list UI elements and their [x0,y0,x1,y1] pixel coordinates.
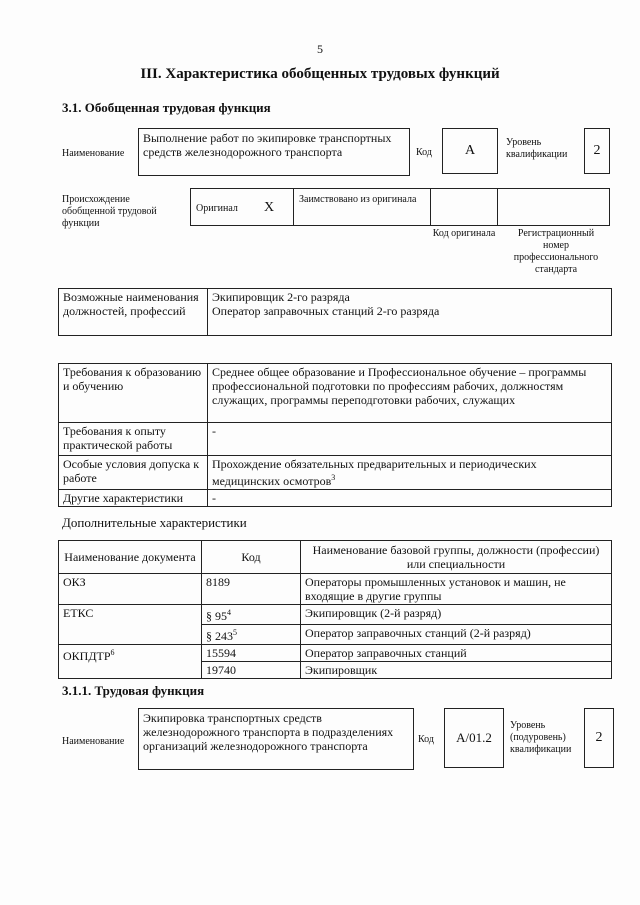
origin-code-box [430,188,498,226]
code-text: § 243 [206,629,233,643]
col-header: Код [202,541,301,574]
tf-level-label: Уровень (подуровень) квалификации [510,720,572,755]
footnote-ref: 6 [110,648,115,657]
tf-level-box [584,708,614,768]
section-title: III. Характеристика обобщенных трудовых функций [140,66,500,82]
origin-label: Происхождение обобщенной трудовой функции [62,194,157,229]
gtf-level-value: 2 [593,143,601,158]
req-label: Другие характеристики [59,490,208,507]
req-row-admission [59,456,612,490]
code-cell: 19740 [202,662,301,679]
code-cell [202,605,301,625]
footnote-ref: 5 [233,628,237,637]
original-label: Оригинал [196,203,238,214]
reg-number-caption: Регистрационный номер профессионального стандарта [513,228,599,275]
req-value: Среднее общее образование и Профессиональное обучение – программы профессиональной подготовки по профессиям рабочих, должностям служащих, программы переподготовки рабочих, служащих [208,364,612,423]
positions-label: Возможные наименования должностей, профессий [59,289,208,336]
level-label: Уровень квалификации [506,137,568,160]
req-row-experience [59,423,612,456]
tf-code-label: Код [418,734,434,745]
req-value: - [208,490,612,507]
doc-cell [59,645,202,679]
name-cell: Оператор заправочных станций (2-й разряд) [301,625,612,645]
name-cell: Экипировщик [301,662,612,679]
doc-text: ОКПДТР [63,649,111,663]
doc-cell: ЕТКС [59,605,202,645]
table-row [59,574,612,605]
req-label: Требования к опыту практической работы [59,423,208,456]
doc-cell: ОКЗ [59,574,202,605]
positions-values [208,289,612,336]
origin-code-caption: Код оригинала [432,228,496,239]
name-cell: Операторы промышленных установок и машин, не входящие в другие группы [301,574,612,605]
req-value: - [208,423,612,456]
code-cell: 8189 [202,574,301,605]
additional-title: Дополнительные характеристики [62,515,247,530]
req-row-education [59,364,612,423]
tf-code-value: А/01.2 [456,730,492,745]
page-number: 5 [317,42,323,56]
req-row-other [59,490,612,507]
table-row [59,645,612,662]
position-2: Оператор заправочных станций 2-го разряда [212,304,440,318]
code-label: Код [416,147,432,158]
gtf-code-box [442,128,498,174]
gtf-level-box [584,128,610,174]
name-cell: Оператор заправочных станций [301,645,612,662]
req-value-text: Прохождение обязательных предварительных и периодических медицинских осмотров [212,457,537,488]
positions-table [58,288,612,336]
tf-name-label: Наименование [62,736,125,747]
gtf-name-box [138,128,410,176]
req-value [208,456,612,490]
tf-name-value: Экипировка транспортных средств железнодорожного транспорта в подразделениях организаций железнодорожного транспорта [143,711,394,753]
additional-header-row [59,541,612,574]
col-header: Наименование базовой группы, должности (профессии) или специальности [301,541,612,574]
table-row [59,605,612,625]
heading-3-1-1: 3.1.1. Трудовая функция [62,683,205,698]
gtf-name-value: Выполнение работ по экипировке транспортных средств железнодорожного транспорта [143,131,392,159]
reg-number-box [497,188,610,226]
additional-table [58,540,612,679]
requirements-table [58,363,612,507]
code-text: § 95 [206,609,227,623]
req-label: Особые условия допуска к работе [59,456,208,490]
name-cell: Экипировщик (2-й разряд) [301,605,612,625]
footnote-ref: 4 [227,608,231,617]
col-header: Наименование документа [59,541,202,574]
borrowed-label: Заимствовано из оригинала [299,194,417,205]
heading-3-1: 3.1. Обобщенная трудовая функция [62,100,271,115]
tf-name-box [138,708,414,770]
position-1: Экипировщик 2-го разряда [212,290,350,304]
tf-level-value: 2 [595,730,603,745]
gtf-code-value: А [464,143,476,158]
req-label: Требования к образованию и обучению [59,364,208,423]
code-cell: 15594 [202,645,301,662]
original-mark: X [264,200,275,215]
code-cell [202,625,301,645]
tf-code-box [444,708,504,768]
name-label: Наименование [62,148,125,159]
footnote-ref: 3 [331,473,336,482]
